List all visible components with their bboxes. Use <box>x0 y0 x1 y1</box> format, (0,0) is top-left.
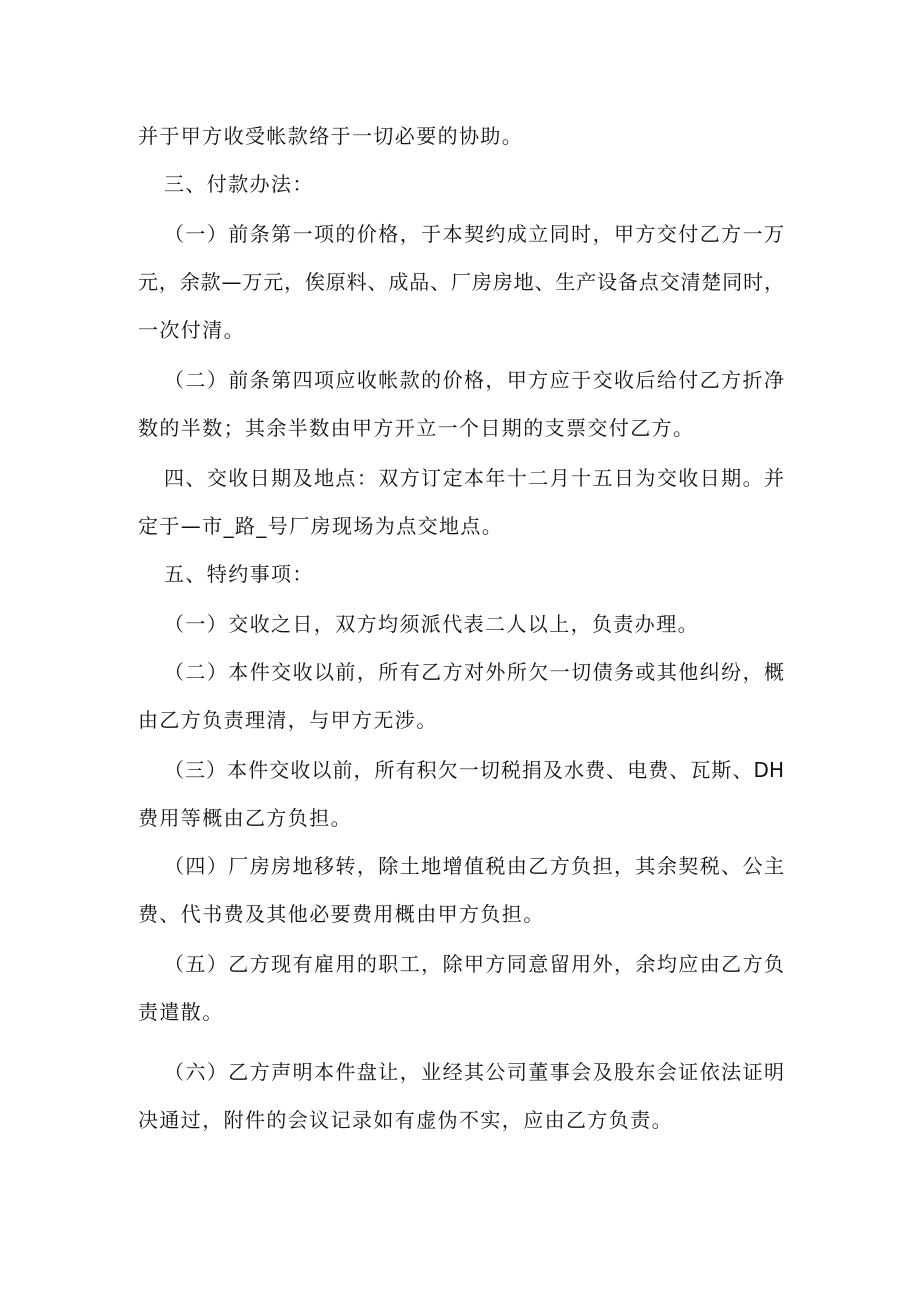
paragraph-line: 定于—市_路_号厂房现场为点交地点。 <box>138 514 504 538</box>
section-heading-special-terms: 五、特约事项： <box>164 562 314 586</box>
paragraph-line: （三）本件交收以前，所有积欠一切税捐及水费、电费、瓦斯、DH <box>164 758 784 782</box>
paragraph-line: 由乙方负责理清，与甲方无涉。 <box>138 708 438 732</box>
section-heading-delivery: 四、交收日期及地点：双方订定本年十二月十五日为交收日期。并 <box>164 466 784 490</box>
paragraph-line: （二）本件交收以前，所有乙方对外所欠一切债务或其他纠纷，概 <box>164 660 784 684</box>
paragraph-line: （四）厂房房地移转，除土地增值税由乙方负担，其余契税、公主 <box>164 854 784 878</box>
paragraph-line: 并于甲方收受帐款络于一切必要的协助。 <box>138 124 524 148</box>
paragraph-line: 元，余款—万元，俟原料、成品、厂房房地、生产设备点交清楚同时， <box>138 270 784 294</box>
paragraph-line: 责遣散。 <box>138 1000 224 1024</box>
paragraph-line: （二）前条第四项应收帐款的价格，甲方应于交收后给付乙方折净 <box>164 368 784 392</box>
paragraph-line: （一）交收之日，双方均须派代表二人以上，负责办理。 <box>164 612 699 636</box>
section-heading-payment: 三、付款办法： <box>164 172 314 196</box>
paragraph-line: 决通过，附件的会议记录如有虚伪不实，应由乙方负责。 <box>138 1108 673 1132</box>
paragraph-line: 数的半数；其余半数由甲方开立一个日期的支票交付乙方。 <box>138 416 695 440</box>
paragraph-line: （六）乙方声明本件盘让，业经其公司董事会及股东会证依法证明 <box>164 1060 784 1084</box>
paragraph-line: （一）前条第一项的价格，于本契约成立同时，甲方交付乙方一万 <box>164 222 784 246</box>
paragraph-line: 一次付清。 <box>138 318 245 342</box>
paragraph-line: （五）乙方现有雇用的职工，除甲方同意留用外，余均应由乙方负 <box>164 952 784 976</box>
paragraph-line: 费、代书费及其他必要费用概由甲方负担。 <box>138 902 545 926</box>
paragraph-line: 费用等概由乙方负担。 <box>138 806 352 830</box>
